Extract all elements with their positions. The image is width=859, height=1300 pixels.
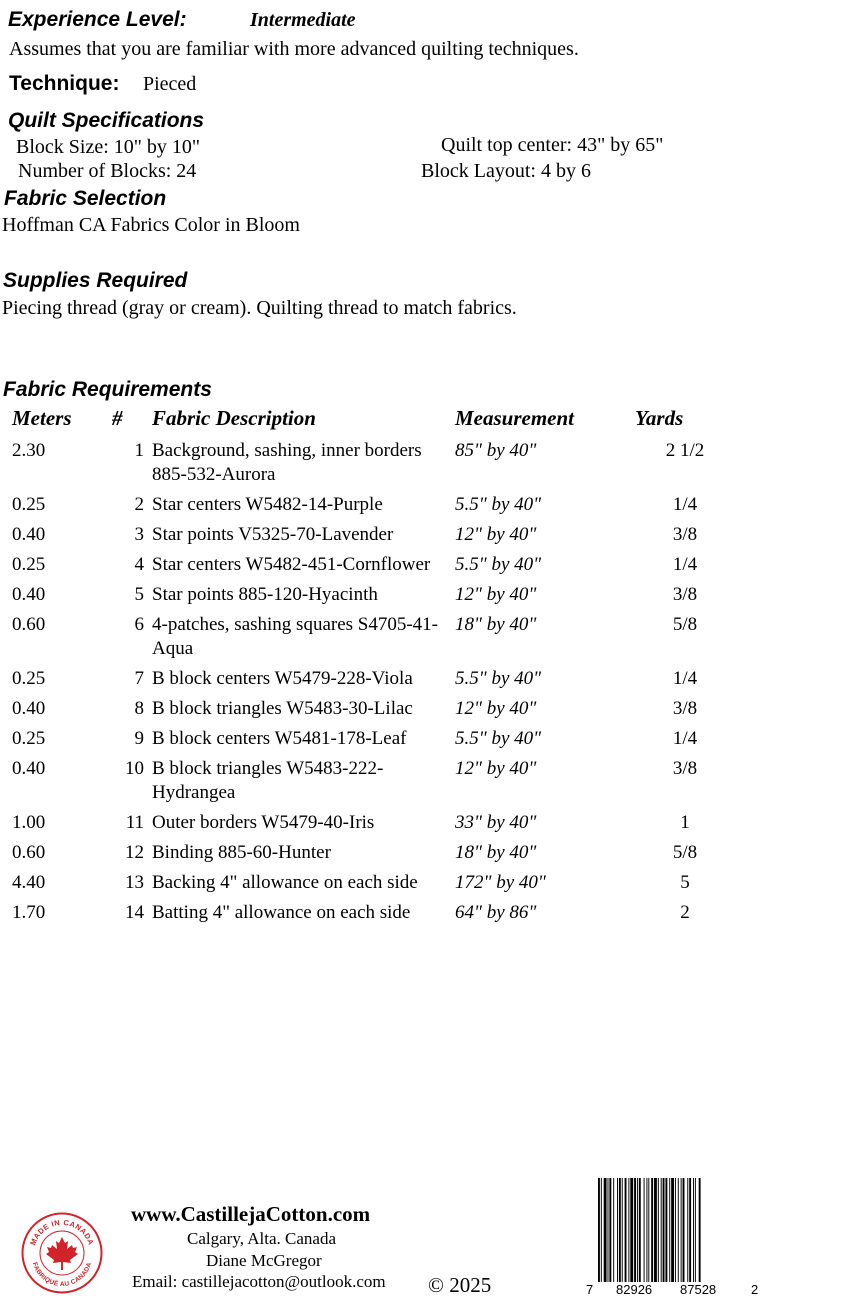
row-description: Batting 4" allowance on each side	[152, 902, 411, 923]
barcode-bar	[637, 1178, 638, 1282]
row-description: Backing 4" allowance on each side	[152, 872, 418, 893]
barcode-bar	[681, 1178, 682, 1282]
barcode-bar	[648, 1178, 649, 1282]
row-yards: 3/8	[672, 698, 698, 719]
row-meters: 0.40	[12, 584, 46, 605]
supplies-text: Piecing thread (gray or cream). Quilting thread to match fabrics.	[2, 297, 517, 319]
col-yards: Yards	[635, 406, 684, 430]
barcode-bar	[644, 1178, 645, 1282]
technique-value: Pieced	[143, 73, 197, 95]
row-description: B block centers W5479-228-Viola	[152, 668, 413, 689]
row-meters: 2.30	[12, 440, 46, 461]
row-meters: 0.40	[12, 758, 46, 779]
row-measurement: 18" by 40"	[455, 842, 537, 863]
technique-label: Technique:	[9, 72, 120, 95]
row-description: Star points 885-120-Hyacinth	[152, 584, 378, 605]
made-in-canada-logo	[21, 1212, 103, 1294]
row-description: Binding 885-60-Hunter	[152, 842, 331, 863]
row-description: B block triangles W5483-222-Hydrangea	[152, 758, 384, 803]
row-measurement: 172" by 40"	[455, 872, 546, 893]
barcode-bar	[687, 1178, 688, 1282]
row-number: 2	[134, 494, 144, 515]
row-meters: 0.60	[12, 614, 46, 635]
row-description: Star centers W5482-14-Purple	[152, 494, 383, 515]
table-row	[2, 808, 735, 838]
table-row	[2, 754, 735, 808]
row-meters: 0.25	[12, 554, 46, 575]
number-of-blocks: Number of Blocks: 24	[18, 160, 197, 182]
barcode-bar	[598, 1178, 600, 1282]
fabric-selection-text: Hoffman CA Fabrics Color in Bloom	[2, 214, 300, 236]
table-row	[2, 436, 735, 490]
row-meters: 0.40	[12, 524, 46, 545]
barcode-bar	[613, 1178, 614, 1282]
row-yards: 5	[680, 872, 690, 893]
barcode-bar	[675, 1178, 676, 1282]
table-row	[2, 610, 735, 664]
row-number: 6	[134, 614, 144, 635]
table-row	[2, 838, 735, 868]
row-number: 10	[125, 758, 144, 779]
barcode-bar	[639, 1178, 641, 1282]
row-meters: 0.40	[12, 698, 46, 719]
logo-top-text: MADE IN CANADA	[28, 1217, 96, 1247]
row-measurement: 5.5" by 40"	[455, 728, 542, 749]
table-row	[2, 520, 735, 550]
row-yards: 1/4	[672, 668, 698, 689]
experience-note: Assumes that you are familiar with more advanced quilting techniques.	[9, 38, 579, 60]
row-yards: 2	[680, 902, 690, 923]
barcode-bar	[693, 1178, 694, 1282]
table-header-row	[2, 406, 735, 436]
footer-email[interactable]: Email: castillejacotton@outlook.com	[132, 1272, 386, 1291]
table-row	[2, 868, 735, 898]
table-row	[2, 550, 735, 580]
barcode	[598, 1178, 732, 1282]
row-meters: 0.25	[12, 728, 46, 749]
barcode-bar	[669, 1178, 670, 1282]
row-yards: 3/8	[672, 584, 698, 605]
row-number: 8	[134, 698, 144, 719]
table-row	[2, 664, 735, 694]
row-number: 3	[134, 524, 144, 545]
row-description: Outer borders W5479-40-Iris	[152, 812, 375, 833]
row-measurement: 5.5" by 40"	[455, 554, 542, 575]
barcode-digit-right: 2	[751, 1282, 759, 1297]
row-yards: 3/8	[672, 524, 698, 545]
barcode-bar	[683, 1178, 685, 1282]
row-meters: 1.00	[12, 812, 46, 833]
row-meters: 4.40	[12, 872, 46, 893]
row-measurement: 18" by 40"	[455, 614, 537, 635]
barcode-bar	[604, 1178, 607, 1282]
col-measurement: Measurement	[455, 406, 575, 430]
row-yards: 5/8	[672, 842, 698, 863]
table-row	[2, 580, 735, 610]
row-yards: 1/4	[672, 554, 698, 575]
fabric-selection-heading: Fabric Selection	[4, 187, 167, 210]
barcode-group-1: 82926	[616, 1282, 653, 1297]
row-description: Star points V5325-70-Lavender	[152, 524, 394, 545]
row-description: B block triangles W5483-30-Lilac	[152, 698, 413, 719]
barcode-group-2: 87528	[680, 1282, 717, 1297]
row-number: 4	[134, 554, 144, 575]
row-measurement: 85" by 40"	[455, 440, 537, 461]
fabric-requirements-table	[2, 406, 735, 928]
block-size: Block Size: 10" by 10"	[16, 136, 201, 158]
row-number: 7	[134, 668, 144, 689]
barcode-bar	[646, 1178, 647, 1282]
requirements-heading: Fabric Requirements	[3, 378, 212, 401]
row-meters: 0.25	[12, 494, 46, 515]
table-row	[2, 490, 735, 520]
barcode-bar	[625, 1178, 627, 1282]
barcode-bar	[651, 1178, 653, 1282]
row-yards: 5/8	[672, 614, 698, 635]
row-measurement: 5.5" by 40"	[455, 494, 542, 515]
barcode-bar	[619, 1178, 621, 1282]
row-measurement: 33" by 40"	[455, 812, 537, 833]
row-meters: 1.70	[12, 902, 46, 923]
barcode-bar	[665, 1178, 667, 1282]
barcode-bar	[661, 1178, 662, 1282]
row-number: 5	[134, 584, 144, 605]
quilt-top-center: Quilt top center: 43" by 65"	[441, 134, 664, 156]
row-measurement: 5.5" by 40"	[455, 668, 542, 689]
barcode-bar	[699, 1178, 701, 1282]
row-description: Star centers W5482-451-Cornflower	[152, 554, 431, 575]
table-row	[2, 694, 735, 724]
specs-heading: Quilt Specifications	[8, 109, 205, 132]
row-measurement: 12" by 40"	[455, 758, 537, 779]
copyright: © 2025	[428, 1273, 492, 1297]
table-row	[2, 724, 735, 754]
row-yards: 3/8	[672, 758, 698, 779]
barcode-bar	[663, 1178, 665, 1282]
barcode-bar	[634, 1178, 636, 1282]
logo-bottom-text: FABRIQUÉ AU CANADA	[30, 1261, 94, 1289]
row-description: B block centers W5481-178-Leaf	[152, 728, 407, 749]
supplies-heading: Supplies Required	[3, 269, 188, 292]
col-number: #	[112, 406, 123, 430]
row-measurement: 12" by 40"	[455, 698, 537, 719]
barcode-bar	[695, 1178, 696, 1282]
experience-value: Intermediate	[250, 9, 356, 31]
experience-label: Experience Level:	[8, 8, 187, 31]
barcode-digit-left: 7	[586, 1282, 594, 1297]
barcode-bar	[689, 1178, 691, 1282]
barcode-bar	[630, 1178, 633, 1282]
footer-name: Diane McGregor	[206, 1251, 322, 1270]
row-yards: 1/4	[672, 728, 698, 749]
barcode-bar	[609, 1178, 611, 1282]
barcode-bar	[608, 1178, 609, 1282]
table-row	[2, 898, 735, 928]
row-number: 13	[125, 872, 144, 893]
row-number: 14	[125, 902, 144, 923]
row-description: 4-patches, sashing squares S4705-41-Aqua	[152, 614, 439, 659]
row-number: 9	[134, 728, 144, 749]
barcode-bar	[622, 1178, 623, 1282]
barcode-bar	[601, 1178, 602, 1282]
col-description: Fabric Description	[152, 406, 316, 430]
row-meters: 0.60	[12, 842, 46, 863]
barcode-bar	[628, 1178, 629, 1282]
row-yards: 1	[680, 812, 690, 833]
barcode-bar	[678, 1178, 679, 1282]
barcode-bar	[658, 1178, 659, 1282]
barcode-bar	[671, 1178, 674, 1282]
row-yards: 1/4	[672, 494, 698, 515]
row-description: Background, sashing, inner borders 885-532-Aurora	[152, 440, 422, 485]
row-measurement: 12" by 40"	[455, 584, 537, 605]
row-number: 12	[125, 842, 144, 863]
barcode-bar	[617, 1178, 618, 1282]
row-measurement: 12" by 40"	[455, 524, 537, 545]
row-yards: 2 1/2	[665, 440, 705, 461]
row-number: 11	[125, 812, 144, 833]
row-number: 1	[134, 440, 144, 461]
row-meters: 0.25	[12, 668, 46, 689]
block-layout: Block Layout: 4 by 6	[421, 160, 591, 182]
footer-city: Calgary, Alta. Canada	[187, 1229, 337, 1248]
website-link[interactable]: www.CastillejaCotton.com	[131, 1202, 371, 1226]
barcode-bar	[654, 1178, 657, 1282]
col-meters: Meters	[12, 406, 72, 430]
row-measurement: 64" by 86"	[455, 902, 537, 923]
